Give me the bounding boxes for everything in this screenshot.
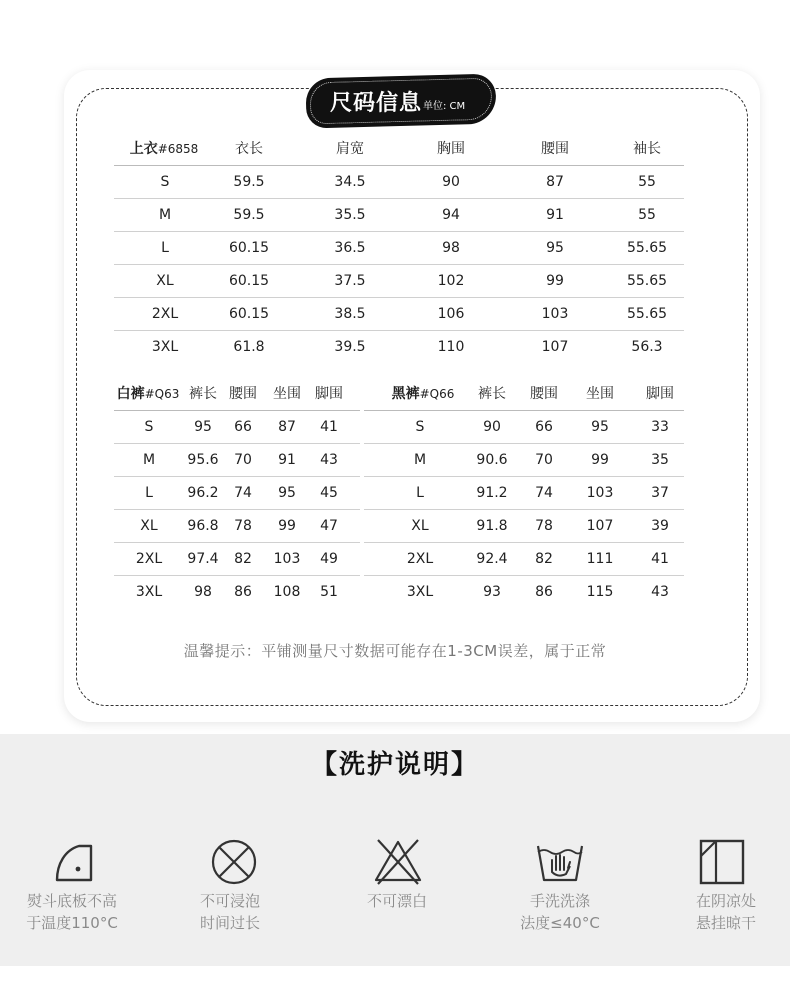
size-cell: 3XL [135,584,163,600]
value-cell: 90 [483,419,501,435]
size-cell: M [158,207,172,223]
value-cell: 91 [546,207,564,223]
size-cell: 3XL [406,584,434,600]
care-text-no-bleach: 不可漂白 [366,892,427,910]
column-header: 坐围 [273,386,301,402]
value-cell: 66 [234,419,252,435]
value-cell: 70 [234,452,252,468]
value-cell: 99 [591,452,609,468]
table-row [114,444,360,477]
value-cell: 41 [651,551,669,567]
value-cell: 51 [320,584,338,600]
value-cell: 95 [591,419,609,435]
column-header: 腰围 [229,386,257,402]
value-cell: 95 [546,240,564,256]
value-cell: 39.5 [334,339,366,355]
column-header: 衣长 [235,141,263,157]
value-cell: 55 [638,174,656,190]
shade-dry-icon [694,836,750,888]
value-cell: 55.65 [626,273,668,289]
column-header: 脚围 [646,386,674,402]
size-cell: S [144,419,154,435]
table-header-row [114,378,360,411]
table-row [114,265,684,298]
care-title: 【洗护说明】 [310,750,479,780]
table-row [114,576,360,609]
table-row [114,411,360,444]
value-cell: 95.6 [187,452,219,468]
table-label-code: #6858 [157,142,199,156]
care-text-no-soak: 不可浸泡 时间过长 [199,892,260,932]
value-cell: 107 [586,518,614,534]
size-cell: 3XL [151,339,179,355]
table-row [364,576,684,609]
value-cell: 95 [194,419,212,435]
value-cell: 56.3 [631,339,663,355]
column-header: 腰围 [541,141,569,157]
column-header: 腰围 [530,386,558,402]
table-row [364,510,684,543]
value-cell: 107 [541,339,569,355]
value-cell: 111 [586,551,614,567]
table-row [364,543,684,576]
value-cell: 98 [194,584,212,600]
value-cell: 91 [278,452,296,468]
care-text-hand-wash: 手洗洗涤 法度≤40°C [520,892,600,932]
value-cell: 106 [437,306,465,322]
value-cell: 90 [442,174,460,190]
iron-icon [47,836,103,888]
size-cell: M [142,452,156,468]
value-cell: 90.6 [476,452,508,468]
table-row [114,199,684,232]
value-cell: 82 [535,551,553,567]
value-cell: 39 [651,518,669,534]
size-cell: L [161,240,169,256]
column-header: 坐围 [586,386,614,402]
size-cell: L [416,485,424,501]
value-cell: 66 [535,419,553,435]
value-cell: 110 [437,339,465,355]
size-cell: 2XL [406,551,434,567]
value-cell: 59.5 [233,207,265,223]
white-pants-table [114,378,360,609]
table-row [114,477,360,510]
value-cell: 55.65 [626,306,668,322]
table-row [114,166,684,199]
value-cell: 103 [541,306,569,322]
value-cell: 74 [535,485,553,501]
value-cell: 96.2 [187,485,219,501]
top-size-table [114,133,684,364]
value-cell: 103 [586,485,614,501]
value-cell: 115 [586,584,614,600]
size-cell: L [145,485,153,501]
table-header-row [364,378,684,411]
table-row [114,510,360,543]
table-row [364,477,684,510]
value-cell: 94 [442,207,460,223]
size-cell: S [415,419,425,435]
page-title: 尺码信息 [330,91,423,116]
value-cell: 43 [320,452,338,468]
table-label-code: #Q66 [419,387,455,401]
value-cell: 91.2 [476,485,508,501]
value-cell: 87 [546,174,564,190]
column-header: 裤长 [189,386,217,402]
column-header: 胸围 [437,141,465,157]
size-cell: XL [140,518,158,534]
table-row [364,444,684,477]
value-cell: 35.5 [334,207,366,223]
unit-label: 单位: CM [423,101,466,112]
table-label-main: 上衣 [129,141,158,157]
value-cell: 97.4 [187,551,219,567]
value-cell: 36.5 [334,240,366,256]
value-cell: 74 [234,485,252,501]
table-header-row [114,133,684,166]
value-cell: 86 [234,584,252,600]
value-cell: 61.8 [233,339,265,355]
size-cell: S [160,174,170,190]
value-cell: 86 [535,584,553,600]
no-soak-icon [206,836,262,888]
value-cell: 38.5 [334,306,366,322]
table-row [114,331,684,364]
black-pants-table [364,378,684,609]
value-cell: 98 [442,240,460,256]
value-cell: 93 [483,584,501,600]
table-label-main: 白裤 [116,386,145,402]
table-label-main: 黑裤 [391,386,420,402]
value-cell: 70 [535,452,553,468]
value-cell: 99 [278,518,296,534]
size-cell: 2XL [151,306,179,322]
value-cell: 37 [651,485,669,501]
column-header: 肩宽 [336,141,364,157]
value-cell: 95 [278,485,296,501]
value-cell: 60.15 [228,306,270,322]
value-cell: 49 [320,551,338,567]
value-cell: 55 [638,207,656,223]
table-label [386,378,460,411]
column-header: 袖长 [633,141,661,157]
table-row [114,543,360,576]
size-cell: 2XL [135,551,163,567]
value-cell: 33 [651,419,669,435]
table-label [114,133,214,166]
value-cell: 91.8 [476,518,508,534]
value-cell: 43 [651,584,669,600]
care-text-shade-dry: 在阴凉处 悬挂晾干 [695,892,756,932]
table-row [114,298,684,331]
value-cell: 108 [273,584,301,600]
value-cell: 37.5 [334,273,366,289]
value-cell: 92.4 [476,551,508,567]
value-cell: 41 [320,419,338,435]
value-cell: 102 [437,273,465,289]
size-cell: XL [156,273,174,289]
table-label-code: #Q63 [144,387,180,401]
column-header: 脚围 [315,386,343,402]
table-row [364,411,684,444]
hand-wash-icon [532,836,588,888]
value-cell: 45 [320,485,338,501]
value-cell: 103 [273,551,301,567]
value-cell: 59.5 [233,174,265,190]
value-cell: 78 [234,518,252,534]
measurement-note: 温馨提示：平铺测量尺寸数据可能存在1-3CM误差，属于正常 [183,642,607,660]
care-text-iron: 熨斗底板不高 于温度110°C [26,892,118,932]
value-cell: 47 [320,518,338,534]
size-cell: XL [411,518,429,534]
size-cell: M [413,452,427,468]
value-cell: 55.65 [626,240,668,256]
value-cell: 96.8 [187,518,219,534]
value-cell: 78 [535,518,553,534]
column-header: 裤长 [478,386,506,402]
value-cell: 82 [234,551,252,567]
table-row [114,232,684,265]
value-cell: 60.15 [228,240,270,256]
value-cell: 60.15 [228,273,270,289]
value-cell: 34.5 [334,174,366,190]
value-cell: 99 [546,273,564,289]
value-cell: 87 [278,419,296,435]
no-bleach-icon [370,836,426,888]
value-cell: 35 [651,452,669,468]
